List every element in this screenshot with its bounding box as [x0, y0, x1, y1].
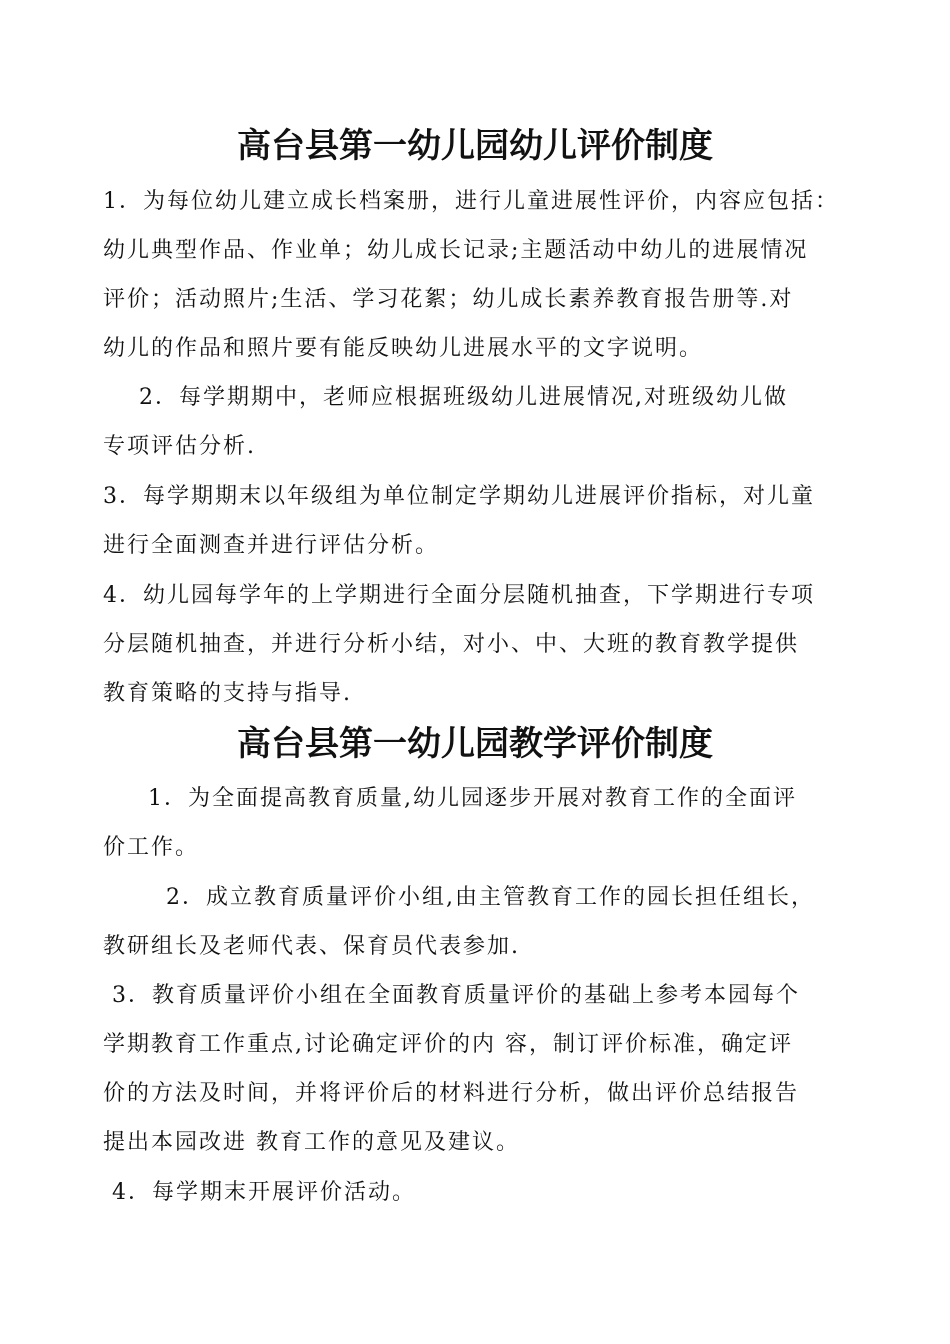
section2-paragraph-3 — [103, 971, 873, 1167]
text-line: 2．成立教育质量评价小组,由主管教育工作的园长担任组长， — [103, 885, 815, 910]
text-line: 4．幼儿园每学年的上学期进行全面分层随机抽查，下学期进行专项 — [103, 583, 815, 608]
text-line: 3．每学期期末以年级组为单位制定学期幼儿进展评价指标，对儿童 — [103, 484, 815, 509]
text-line: 幼儿典型作品、作业单；幼儿成长记录;主题活动中幼儿的进展情况 — [103, 238, 809, 263]
section2-paragraph-2 — [103, 873, 873, 971]
text-line: 3．教育质量评价小组在全面教育质量评价的基础上参考本园每个 — [103, 983, 800, 1008]
section1-paragraph-3 — [103, 472, 873, 570]
text-line: 学期教育工作重点,讨论确定评价的内 容，制订评价标准，确定评 — [103, 1032, 793, 1057]
text-line: 专项评估分析. — [103, 434, 256, 459]
text-line: 分层随机抽查，并进行分析小结，对小、中、大班的教育教学提供 — [103, 632, 800, 657]
text-line: 进行全面测查并进行评估分析。 — [103, 533, 440, 558]
text-line: 1．为全面提高教育质量,幼儿园逐步开展对教育工作的全面评 — [103, 786, 797, 811]
text-line: 评价；活动照片;生活、学习花絮；幼儿成长素养教育报告册等.对 — [103, 287, 794, 312]
text-line: 价工作。 — [103, 835, 200, 860]
section2-title: 高台县第一幼儿园教学评价制度 — [237, 724, 713, 764]
text-line: 教研组长及老师代表、保育员代表参加. — [103, 934, 520, 959]
section2-paragraph-1 — [103, 774, 873, 872]
text-line: 教育策略的支持与指导. — [103, 681, 352, 706]
section1-paragraph-1 — [103, 177, 873, 373]
text-line: 1．为每位幼儿建立成长档案册，进行儿童进展性评价，内容应包括： — [103, 189, 839, 214]
section2-paragraph-4 — [103, 1168, 873, 1217]
section1-paragraph-4 — [103, 571, 873, 718]
section1-title: 高台县第一幼儿园幼儿评价制度 — [237, 126, 713, 166]
text-line: 价的方法及时间，并将评价后的材料进行分析，做出评价总结报告 — [103, 1081, 800, 1106]
section1-paragraph-2 — [103, 373, 873, 471]
text-line: 2．每学期期中，老师应根据班级幼儿进展情况,对班级幼儿做 — [103, 385, 788, 410]
text-line: 幼儿的作品和照片要有能反映幼儿进展水平的文字说明。 — [103, 336, 704, 361]
text-line: 4．每学期末开展评价活动。 — [103, 1180, 416, 1205]
text-line: 提出本园改进 教育工作的意见及建议。 — [103, 1130, 520, 1155]
